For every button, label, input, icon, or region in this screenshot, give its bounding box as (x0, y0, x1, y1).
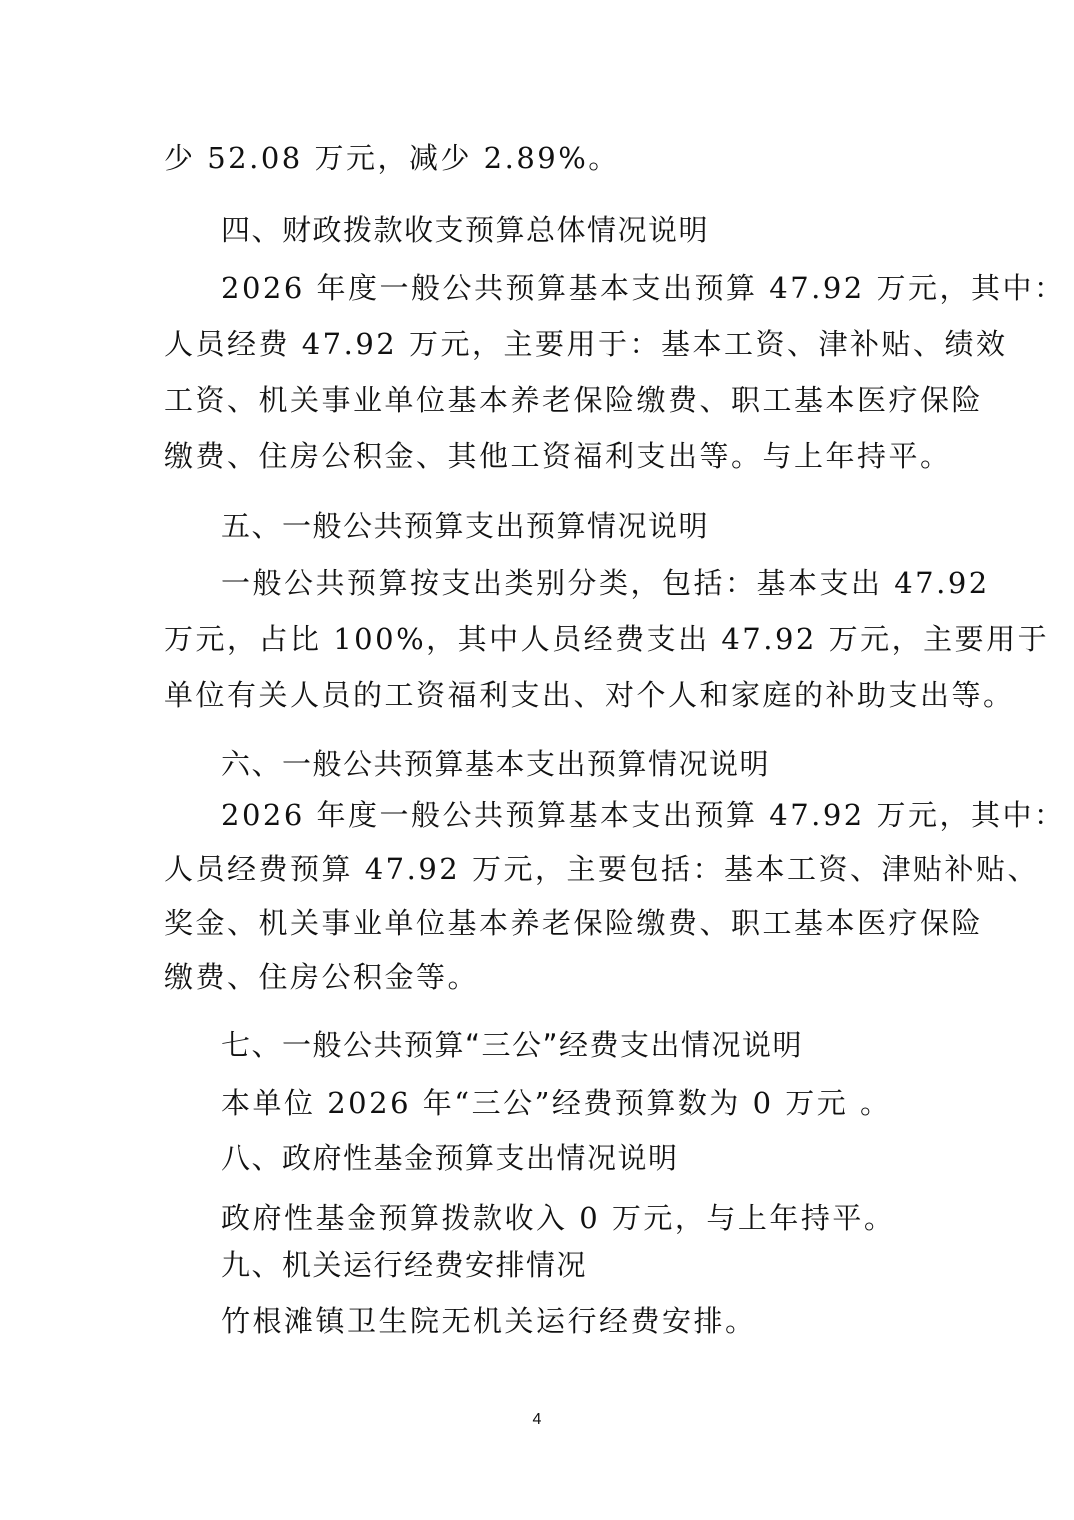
text-line: 缴费、住房公积金、其他工资福利支出等。与上年持平。 (164, 439, 952, 473)
text-line: 本单位 2026 年“三公”经费预算数为 0 万元 。 (221, 1086, 892, 1120)
text-line: 一般公共预算按支出类别分类，包括：基本支出 47.92 (221, 566, 990, 600)
section-heading-9: 九、机关运行经费安排情况 (221, 1248, 588, 1282)
text-line: 政府性基金预算拨款收入 0 万元，与上年持平。 (221, 1201, 896, 1235)
text-line: 竹根滩镇卫生院无机关运行经费安排。 (221, 1304, 757, 1338)
text-line: 缴费、住房公积金等。 (164, 960, 480, 994)
text-line: 人员经费预算 47.92 万元，主要包括：基本工资、津贴补贴、 (164, 852, 1039, 886)
page-number: 4 (532, 1411, 542, 1428)
text-line: 人员经费 47.92 万元，主要用于：基本工资、津补贴、绩效 (164, 327, 1008, 361)
text-line: 奖金、机关事业单位基本养老保险缴费、职工基本医疗保险 (164, 906, 984, 940)
section-heading-5: 五、一般公共预算支出预算情况说明 (221, 509, 710, 543)
section-heading-8: 八、政府性基金预算支出情况说明 (221, 1141, 679, 1175)
text-line: 2026 年度一般公共预算基本支出预算 47.92 万元，其中： (221, 271, 1066, 305)
section-heading-4: 四、财政拨款收支预算总体情况说明 (221, 213, 710, 247)
section-heading-6: 六、一般公共预算基本支出预算情况说明 (221, 747, 771, 781)
section-heading-7: 七、一般公共预算“三公”经费支出情况说明 (221, 1028, 804, 1062)
text-line: 单位有关人员的工资福利支出、对个人和家庭的补助支出等。 (164, 678, 1015, 712)
text-line: 工资、机关事业单位基本养老保险缴费、职工基本医疗保险 (164, 383, 984, 417)
text-line: 2026 年度一般公共预算基本支出预算 47.92 万元，其中： (221, 798, 1066, 832)
text-line: 少 52.08 万元，减少 2.89%。 (164, 141, 620, 175)
text-line: 万元，占比 100%，其中人员经费支出 47.92 万元，主要用于 (164, 622, 1050, 656)
